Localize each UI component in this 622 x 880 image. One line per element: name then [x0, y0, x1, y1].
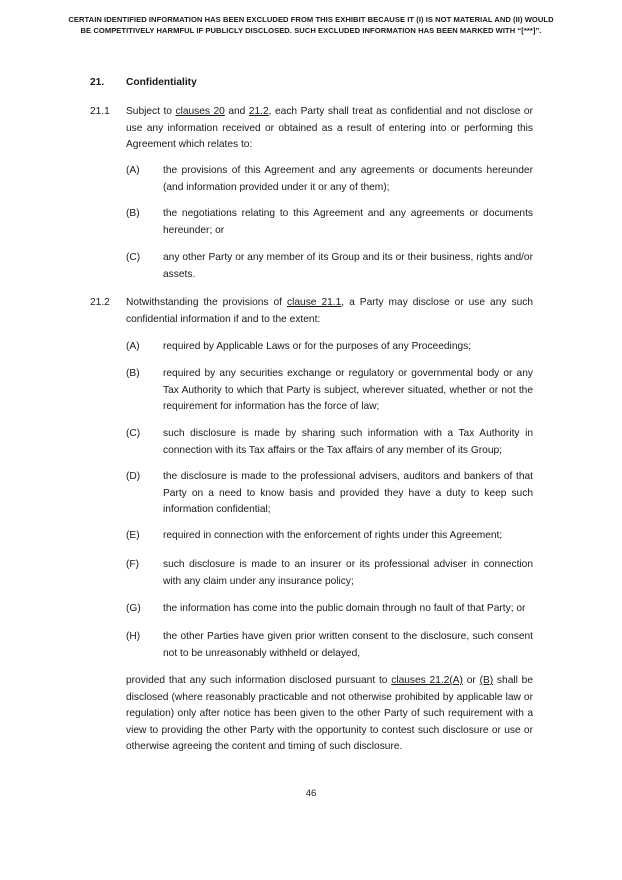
item-label: (C) [126, 428, 141, 439]
page-number: 46 [305, 788, 317, 799]
confidentiality-notice [20, 15, 602, 36]
section-number: 21. [90, 77, 105, 88]
item-text: required by any securities exchange or regulatory or governmental body or any Tax Authority to which that Party is subject, wherever situated, whether or not the requirement for information has the force of law; [163, 368, 533, 412]
item-label: (D) [126, 471, 141, 482]
item-text: required by Applicable Laws or for the purposes of any Proceedings; [163, 341, 472, 352]
item-text: such disclosure is made to an insurer or its professional adviser in connection with any claim under any insurance policy; [163, 559, 533, 587]
clause-reference: clause 21.1 [287, 297, 342, 308]
item-text: the provisions of this Agreement and any agreements or documents hereunder (and information provided under it or any of them); [163, 165, 533, 193]
item-label: (F) [126, 559, 140, 570]
item-label: (G) [126, 603, 141, 614]
clause-text-segment: , each Party shall treat as confidential and not disclose or use any information received or obtained as a result of entering into or performing this Agreement which relates to: [126, 106, 533, 150]
clause-text-segment: Subject to [126, 106, 176, 117]
item-label: (B) [126, 208, 140, 219]
item-label: (A) [126, 165, 140, 176]
item-text: the disclosure is made to the professional advisers, auditors and bankers of that Party on a need to know basis and provided they have a duty to keep such information confidential; [163, 471, 533, 515]
item-label: (E) [126, 530, 140, 541]
notice-line-1: CERTAIN IDENTIFIED INFORMATION HAS BEEN EXCLUDED FROM THIS EXHIBIT BECAUSE IT (I) IS NOT MATERIAL AND (II) WOULD [68, 15, 554, 24]
proviso-paragraph [126, 673, 533, 756]
item-text: required in connection with the enforcement of rights under this Agreement; [163, 530, 503, 541]
clause-21-2-text [126, 295, 533, 328]
proviso-segment: shall be disclosed (where reasonably practicable and not otherwise prohibited by applicable law or regulation) only after notice has been given to the other Party of such requirement with a view to providing the other Party with the opportunity to contest such disclosure or use or otherwise agreeing the content and timing of such disclosure. [126, 675, 533, 752]
clause-reference: clauses 21.2(A) [391, 675, 463, 686]
clause-text-segment: Notwithstanding the provisions of [126, 297, 287, 308]
item-text: such disclosure is made by sharing such information with a Tax Authority in connection with its Tax affairs or the Tax affairs of any member of its Group; [163, 428, 533, 456]
clause-21-1-text [126, 104, 533, 154]
item-label: (B) [126, 368, 140, 379]
item-text: the information has come into the public domain through no fault of that Party; or [163, 603, 526, 614]
clause-text-segment: , a Party may disclose or use any such confidential information if and to the extent: [126, 297, 533, 325]
item-text: the negotiations relating to this Agreement and any agreements or documents hereunder; or [163, 208, 533, 236]
proviso-segment: or [462, 675, 480, 686]
item-label: (H) [126, 631, 141, 642]
clause-reference: clauses 20 [175, 106, 225, 117]
clause-text-segment: and [224, 106, 249, 117]
section-title: Confidentiality [126, 77, 197, 88]
item-label: (A) [126, 341, 140, 352]
item-text: the other Parties have given prior written consent to the disclosure, such consent not to be unreasonably withheld or delayed, [163, 631, 533, 659]
proviso-segment: provided that any such information disclosed pursuant to [126, 675, 392, 686]
clause-reference: 21.2 [248, 106, 269, 117]
clause-number: 21.2 [90, 297, 110, 308]
item-text: any other Party or any member of its Group and its or their business, rights and/or assets. [163, 252, 533, 280]
clause-reference: (B) [479, 675, 494, 686]
notice-line-2: BE COMPETITIVELY HARMFUL IF PUBLICLY DISCLOSED. SUCH EXCLUDED INFORMATION HAS BEEN MARKED WITH “[***]”. [80, 25, 542, 35]
clause-number: 21.1 [90, 106, 110, 117]
item-label: (C) [126, 252, 141, 263]
